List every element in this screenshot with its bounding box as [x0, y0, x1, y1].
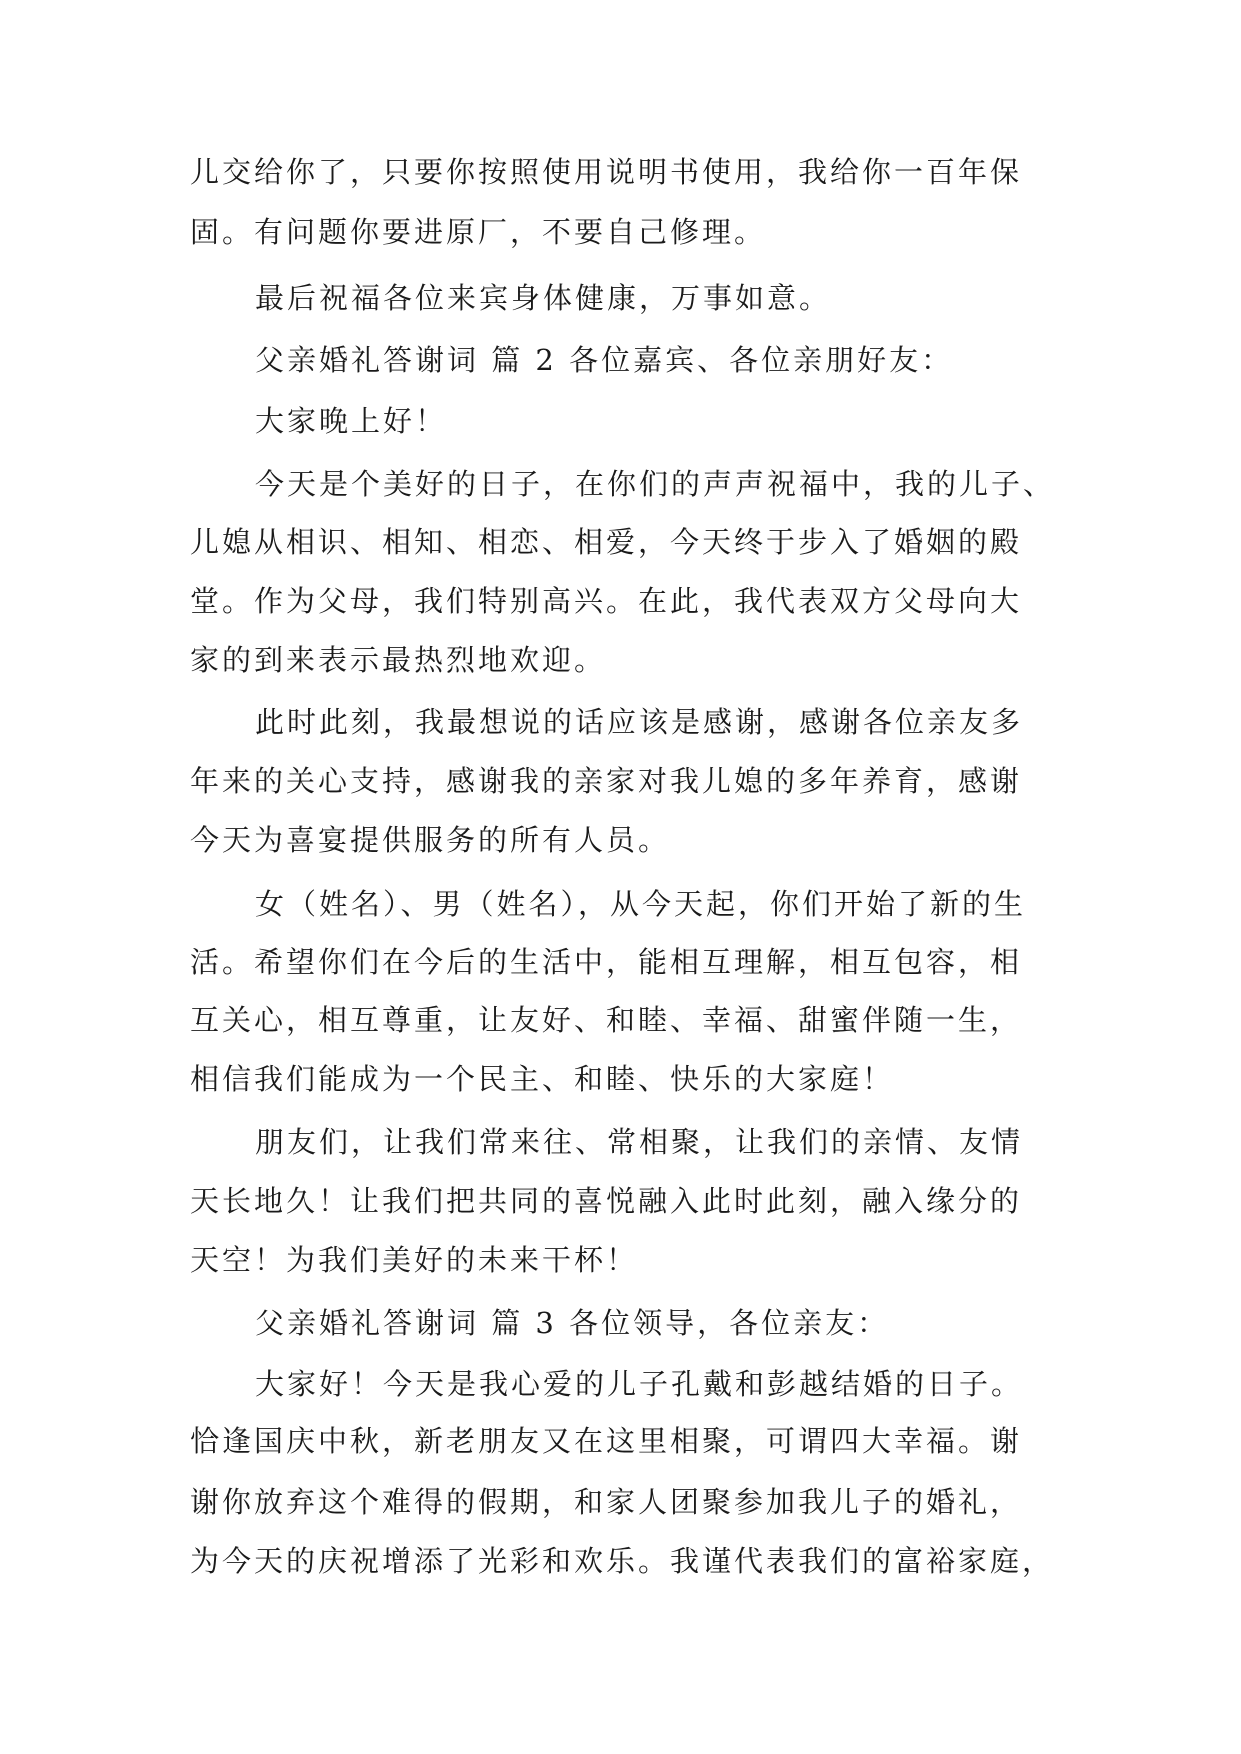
text-line: 为今天的庆祝增添了光彩和欢乐。我谨代表我们的富裕家庭，: [190, 1544, 1055, 1578]
text-line: 互关心，相互尊重，让友好、和睦、幸福、甜蜜伴随一生，: [190, 1003, 1023, 1037]
text-line: 堂。作为父母，我们特别高兴。在此，我代表双方父母向大: [190, 584, 1023, 618]
section-heading: 父亲婚礼答谢词 篇 2 各位嘉宾、各位亲朋好友：: [255, 343, 954, 377]
text-line: 恰逢国庆中秋，新老朋友又在这里相聚，可谓四大幸福。谢: [190, 1424, 1023, 1458]
text-line: 谢你放弃这个难得的假期，和家人团聚参加我儿子的婚礼，: [190, 1485, 1023, 1519]
text-line: 此时此刻，我最想说的话应该是感谢，感谢各位亲友多: [255, 705, 1024, 739]
text-line: 天长地久！让我们把共同的喜悦融入此时此刻，融入缘分的: [190, 1184, 1023, 1218]
text-line: 大家好！今天是我心爱的儿子孔戴和彭越结婚的日子。: [255, 1367, 1024, 1401]
text-line: 女（姓名）、男（姓名），从今天起，你们开始了新的生: [255, 887, 1027, 921]
text-line: 活。希望你们在今后的生活中，能相互理解，相互包容，相: [190, 945, 1023, 979]
text-line: 大家晚上好！: [255, 404, 448, 438]
text-line: 家的到来表示最热烈地欢迎。: [190, 643, 607, 677]
text-line: 相信我们能成为一个民主、和睦、快乐的大家庭！: [190, 1062, 895, 1096]
section-heading: 父亲婚礼答谢词 篇 3 各位领导，各位亲友：: [255, 1306, 890, 1340]
text-line: 今天为喜宴提供服务的所有人员。: [190, 823, 671, 857]
text-line: 儿交给你了，只要你按照使用说明书使用，我给你一百年保: [190, 155, 1023, 189]
text-line: 今天是个美好的日子，在你们的声声祝福中，我的儿子、: [255, 467, 1056, 501]
text-line: 天空！为我们美好的未来干杯！: [190, 1243, 639, 1277]
text-line: 固。有问题你要进原厂，不要自己修理。: [190, 215, 767, 249]
text-line: 朋友们，让我们常来往、常相聚，让我们的亲情、友情: [255, 1125, 1024, 1159]
text-line: 最后祝福各位来宾身体健康，万事如意。: [255, 281, 832, 315]
text-line: 儿媳从相识、相知、相恋、相爱，今天终于步入了婚姻的殿: [190, 525, 1023, 559]
text-line: 年来的关心支持，感谢我的亲家对我儿媳的多年养育，感谢: [190, 764, 1023, 798]
